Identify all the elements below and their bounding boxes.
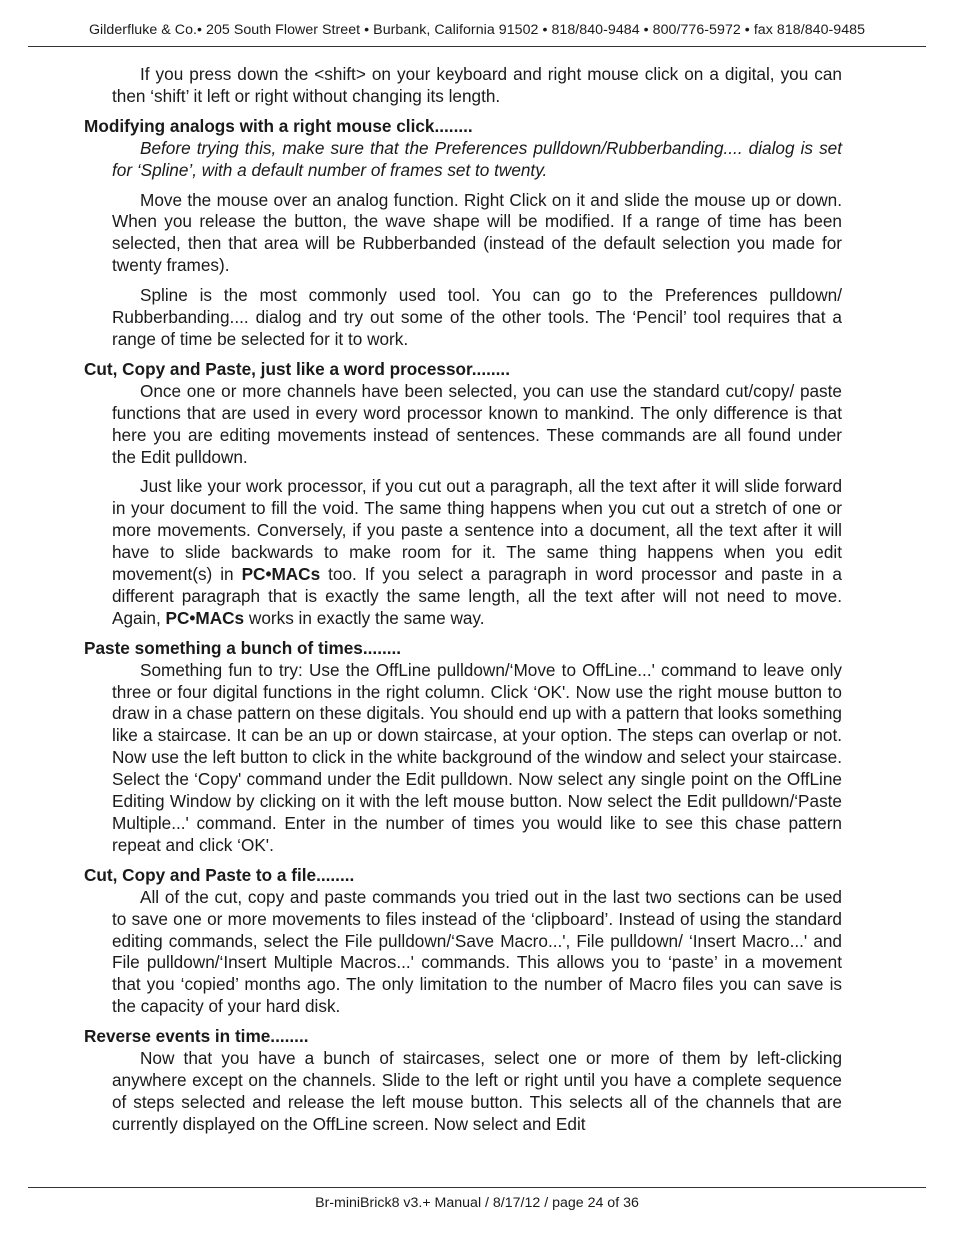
text-run: too. If you select a paragraph in word processor and paste in a different paragraph that is exactly the same length, all the text after will not need to move. Again, [112, 564, 842, 628]
header-divider [28, 46, 926, 47]
footer-divider [28, 1187, 926, 1188]
text-run: Just like your work processor, if you cut out a paragraph, all the text after it will slide forward in your document to fill the void. The same thing happens when you cut out a stretch of one or more movements. Conversely, if you paste a sentence into a document, all the text after it will have to slide backwards to make room for it. The same thing happens when you edit movement(s) in [112, 476, 842, 585]
text-run: works in exactly the same way. [244, 607, 485, 628]
section-note: Before trying this, make sure that the Preferences pulldown/Rubberbanding.... dialog is set for ‘Spline’, with a default number of frames set to twenty. [112, 137, 842, 180]
body-paragraph: Once one or more channels have been selected, you can use the standard cut/copy/ paste functions that are used in every word processor known to mankind. The only difference is that here you are editing movements instead of sentences. These commands are all found under the Edit pulldown. [112, 380, 842, 467]
section-heading-paste-multiple: Paste something a bunch of times........ [84, 637, 402, 658]
intro-paragraph: If you press down the <shift> on your keyboard and right mouse click on a digital, you can then ‘shift’ it left or right without changing its length. [112, 64, 842, 106]
body-paragraph: Now that you have a bunch of staircases, select one or more of them by left-clicking anywhere except on the channels. Slide to the left or right until you have a complete sequence of steps selected and release the left mouse button. This selects all of the channels that are currently displayed on the OffLine screen. Now select and Edit [112, 1048, 842, 1134]
body-paragraph: Something fun to try: Use the OffLine pulldown/‘Move to OffLine...' command to leave only three or four digital functions in the right column. Click ‘OK'. Now use the right mouse button to draw in a chase pattern on these digitals. You should end up with a pattern that looks something like a staircase. It can be an up or down staircase, at your option. The steps can overlap or not. Now use the left button to click in the white background of the window and select your staircase. Select the ‘Copy' command under the Edit pulldown. Now select any single point on the OffLine Editing Window by clicking on it with the left mouse button. Now select the Edit pulldown/‘Paste Multiple...' command. Enter in the number of times you would like to see this chase pattern repeat and click ‘OK'. [112, 659, 842, 855]
product-name: PC•MACs [241, 564, 321, 585]
section-heading-cut-copy-paste: Cut, Copy and Paste, just like a word processor........ [84, 358, 510, 379]
body-paragraph: All of the cut, copy and paste commands you tried out in the last two sections can be used to save one or more movements to files instead of the ‘clipboard’. Instead of using the standard editing commands, select the File pulldown/‘Save Macro...', File pulldown/ ‘Insert Macro...' and File pulldown/‘Insert Multiple Macros...' commands. This allows you to ‘paste’ in a movement that you ‘copied’ months ago. The only limitation to the number of Macro files you can save is the capacity of your hard disk. [112, 886, 842, 1017]
body-paragraph: Move the mouse over an analog function. Right Click on it and slide the mouse up or down. When you release the button, the wave shape will be modified. If a range of time has been selected, then that area will be Rubberbanded (instead of the default selection you made for twenty frames). [112, 189, 842, 276]
section-heading-reverse-events: Reverse events in time........ [84, 1026, 309, 1047]
body-paragraph: Spline is the most commonly used tool. You can go to the Preferences pulldown/ Rubberbanding.... dialog and try out some of the other tools. The ‘Pencil’ tool requires that a range of time be selected for it to work. [112, 285, 842, 349]
product-name: PC•MACs [165, 607, 245, 628]
section-heading-paste-to-file: Cut, Copy and Paste to a file........ [84, 864, 355, 885]
page-body [84, 64, 842, 1144]
page-header: Gilderfluke & Co.• 205 South Flower Street • Burbank, California 91502 • 818/840-9484 • 800/776-5972 • fax 818/840-9485 [88, 22, 866, 38]
body-paragraph [112, 476, 842, 629]
section-heading-modifying-analogs: Modifying analogs with a right mouse click........ [84, 115, 473, 136]
page-footer: Br-miniBrick8 v3.+ Manual / 8/17/12 / page 24 of 36 [315, 1195, 639, 1211]
